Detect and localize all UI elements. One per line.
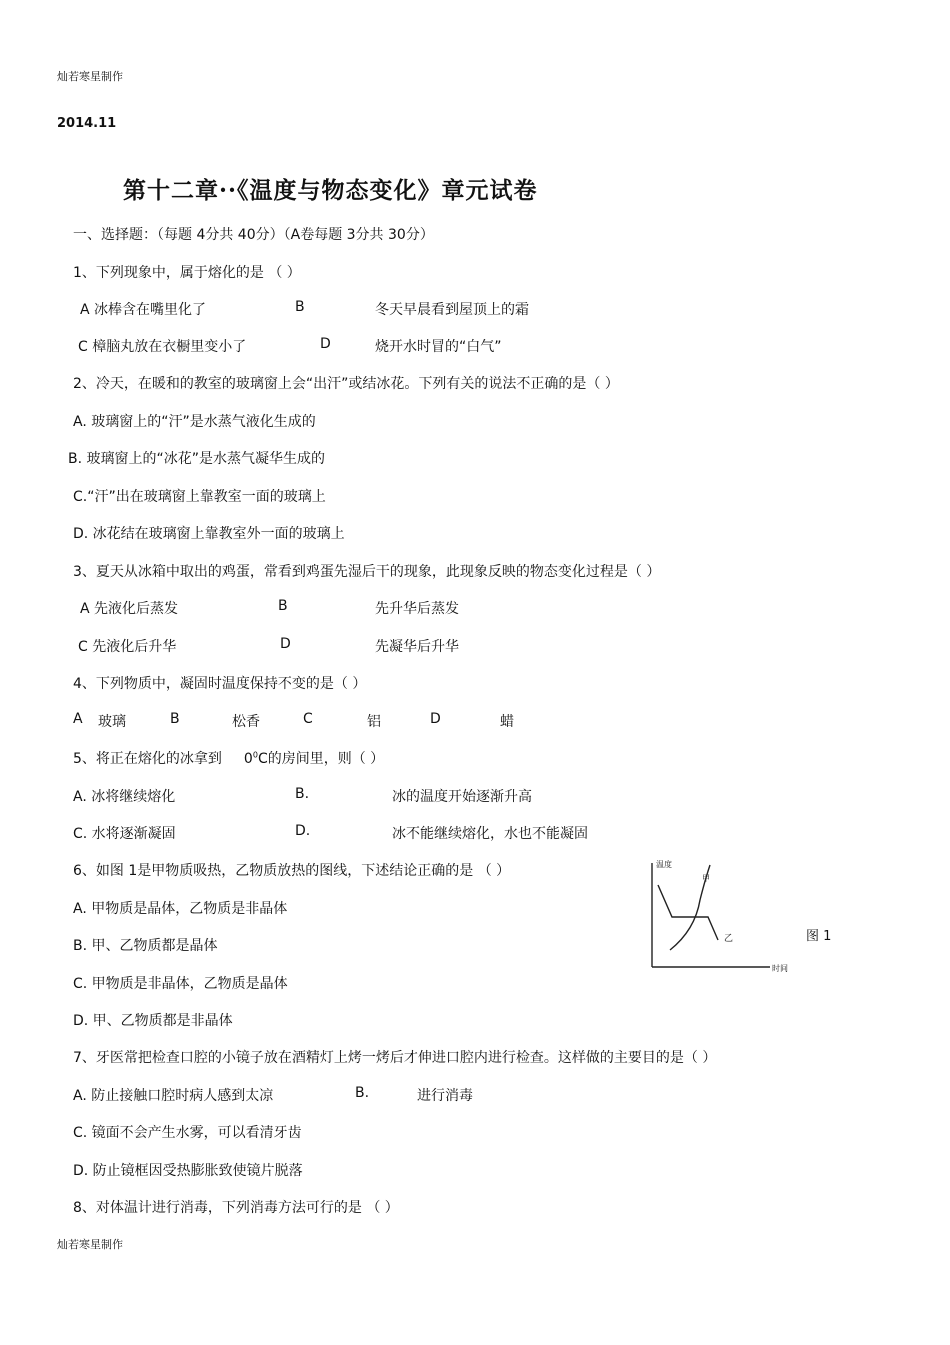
- q7-stem: 7、牙医常把检查口腔的小镜子放在酒精灯上烤一烤后才伸进口腔内进行检查。这样做的主要目的是（ ）: [73, 1050, 717, 1066]
- q7-option-b: 进行消毒: [417, 1088, 473, 1104]
- page-title: 第十二章··《温度与物态变化》章元试卷: [123, 177, 538, 204]
- q2-option-d: D. 冰花结在玻璃窗上靠教室外一面的玻璃上: [73, 526, 345, 542]
- q5-option-a: A. 冰将继续熔化: [73, 789, 176, 805]
- q4-stem: 4、下列物质中，凝固时温度保持不变的是（ ）: [73, 676, 367, 692]
- q4-option-c-letter: C: [303, 711, 313, 727]
- header-maker: 灿若寒星制作: [57, 70, 123, 83]
- q1-option-b-letter: B: [295, 299, 305, 315]
- q5-stem: [73, 748, 384, 768]
- q3-option-c: C 先液化后升华: [78, 639, 177, 655]
- q6-option-d: D. 甲、乙物质都是非晶体: [73, 1013, 233, 1029]
- q7-option-d: D. 防止镜框因受热膨胀致使镜片脱落: [73, 1163, 303, 1179]
- q3-option-d: 先凝华后升华: [375, 639, 459, 655]
- q4-option-b: 松香: [232, 714, 260, 730]
- q3-option-a: A 先液化后蒸发: [80, 601, 179, 617]
- figure-x-label: 时间: [772, 964, 788, 973]
- q4-option-b-letter: B: [170, 711, 180, 727]
- figure-caption: 图 1: [806, 929, 832, 944]
- q1-option-a: A 冰棒含在嘴里化了: [80, 302, 207, 318]
- q5-option-c: C. 水将逐渐凝固: [73, 826, 176, 842]
- q5-stem-pre: 5、将正在熔化的冰拿到: [73, 751, 222, 767]
- q4-option-d-letter: D: [430, 711, 441, 727]
- q1-option-d-letter: D: [320, 336, 331, 352]
- q2-option-c: C.“汗”出在玻璃窗上靠教室一面的玻璃上: [73, 489, 326, 505]
- q3-option-d-letter: D: [280, 636, 291, 652]
- q6-stem: 6、如图 1是甲物质吸热，乙物质放热的图线，下述结论正确的是 （ ）: [73, 863, 511, 879]
- q1-option-b: 冬天早晨看到屋顶上的霜: [375, 302, 529, 318]
- q3-option-b-letter: B: [278, 598, 288, 614]
- q7-option-a: A. 防止接触口腔时病人感到太凉: [73, 1088, 274, 1104]
- q1-stem: 1、下列现象中，属于熔化的是 （ ）: [73, 265, 301, 281]
- q3-option-b: 先升华后蒸发: [375, 601, 459, 617]
- q4-option-a-letter: A: [73, 711, 83, 727]
- q4-option-a: 玻璃: [98, 714, 126, 730]
- header-date: 2014.11: [57, 116, 117, 131]
- q1-option-c: C 樟脑丸放在衣橱里变小了: [78, 339, 247, 355]
- q7-option-b-letter: B.: [355, 1085, 370, 1101]
- figure-label-yi: 乙: [724, 934, 734, 944]
- q5-option-b-letter: B.: [295, 786, 310, 802]
- q7-option-c: C. 镜面不会产生水雾，可以看清牙齿: [73, 1125, 302, 1141]
- q5-zero: 0: [243, 751, 253, 767]
- q4-option-d: 蜡: [500, 714, 514, 730]
- footer-maker: 灿若寒星制作: [57, 1238, 123, 1251]
- q6-option-a: A. 甲物质是晶体，乙物质是非晶体: [73, 901, 288, 917]
- q5-option-d-letter: D.: [295, 823, 311, 839]
- q5-option-d: 冰不能继续熔化，水也不能凝固: [392, 826, 588, 842]
- q4-option-c: 铝: [367, 714, 381, 730]
- figure-label-jia: 甲: [702, 874, 710, 883]
- figure-1-graph: [640, 855, 800, 980]
- section-heading: 一、选择题：（每题 4分共 40分）（A卷每题 3分共 30分）: [73, 227, 434, 243]
- q2-option-a: A. 玻璃窗上的“汗”是水蒸气液化生成的: [73, 414, 316, 430]
- q3-stem: 3、夏天从冰箱中取出的鸡蛋，常看到鸡蛋先湿后干的现象，此现象反映的物态变化过程是（ ）: [73, 564, 661, 580]
- q5-option-b: 冰的温度开始逐渐升高: [392, 789, 532, 805]
- q5-stem-post: C的房间里，则（ ）: [257, 751, 385, 767]
- figure-y-label: 温度: [656, 860, 672, 869]
- q1-option-d: 烧开水时冒的“白气”: [375, 339, 502, 355]
- q2-stem: 2、冷天，在暖和的教室的玻璃窗上会“出汗”或结冰花。下列有关的说法不正确的是（ ）: [73, 376, 619, 392]
- q5-degree-mark: 0: [252, 750, 258, 760]
- q6-option-b: B. 甲、乙物质都是晶体: [73, 938, 218, 954]
- q8-stem: 8、对体温计进行消毒，下列消毒方法可行的是 （ ）: [73, 1200, 399, 1216]
- q2-option-b: B. 玻璃窗上的“冰花”是水蒸气凝华生成的: [68, 451, 326, 467]
- q6-option-c: C. 甲物质是非晶体，乙物质是晶体: [73, 976, 288, 992]
